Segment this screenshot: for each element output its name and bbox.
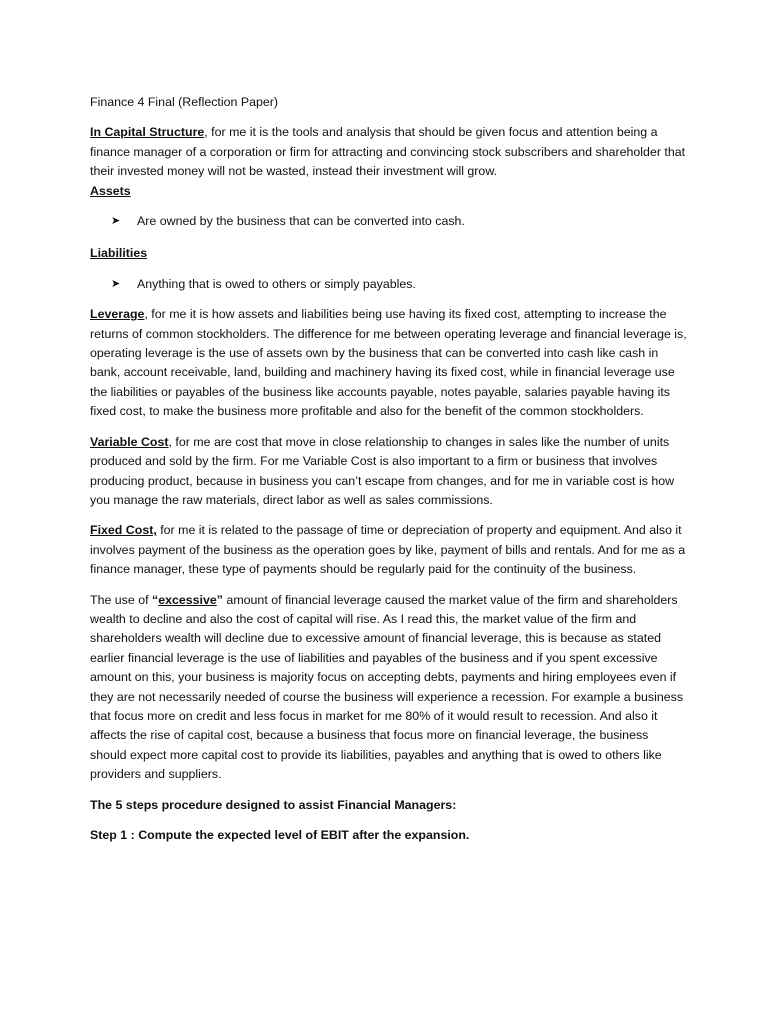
capital-structure-heading: In Capital Structure (90, 125, 205, 140)
excessive-text: amount of financial leverage caused the market value of the firm and shareholders wealth to decline and also the cost of capital will rise. As I read this, the market value of the firm and shareholders wealth will decline due to excessive amount of financial leverage, this is because as stated earlier financial leverage is the use of liabilities and payables of the business and if you spent excessive amount on this, your business is majority focus on accepting debts, payments and hiring employees even if they are not necessarily needed of course the business will experience a recession. For example a business that focus more on credit and less focus in market for me 80% of it would result to recession. And also it affects the rise of capital cost, because a business that focus more on financial leverage, the business should expect more capital cost to provide its liabilities, payables and anything that is owed to others like providers and suppliers. (90, 592, 684, 782)
excessive-word: excessive (158, 592, 217, 607)
fixed-cost-text: for me it is related to the passage of time or depreciation of property and equipment. And also it involves payment of the business as the operation goes by like, payment of bills and rentals. And for me as a finance manager, these type of payments should be regularly paid for the continuity of the business. (90, 523, 686, 577)
steps-intro: The 5 steps procedure designed to assist Financial Managers: (90, 797, 457, 812)
liabilities-heading: Liabilities (90, 246, 148, 261)
fixed-cost-paragraph (90, 521, 688, 579)
capital-structure-paragraph (90, 123, 688, 181)
arrow-bullet-icon: ➤ (111, 277, 121, 290)
assets-heading: Assets (90, 183, 131, 198)
excessive-quote-open: “ (152, 592, 159, 607)
excessive-paragraph (90, 591, 688, 785)
leverage-paragraph (90, 305, 688, 421)
variable-cost-heading: Variable Cost (90, 434, 169, 449)
arrow-bullet-icon: ➤ (111, 215, 121, 228)
liabilities-bullet (90, 275, 688, 294)
capital-structure-text: , for me it is the tools and analysis that should be given focus and attention being a finance manager of a corporation or firm for attracting and convincing stock subscribers and shareholder that their invested money will not be wasted, instead their investment will grow. (90, 125, 686, 179)
variable-cost-paragraph (90, 433, 688, 511)
leverage-heading: Leverage (90, 307, 145, 322)
doc-title: Finance 4 Final (Reflection Paper) (90, 95, 279, 109)
leverage-text: , for me it is how assets and liabilities being use having its fixed cost, attempting to increase the returns of common stockholders. The difference for me between operating leverage and financial leverage is, operating leverage is the use of assets own by the business that can be converted into cash like cash in bank, account receivable, land, building and machinery having its fixed cost, while in financial leverage use the liabilities or payables of the business like accounts payable, notes payable, salaries payable having its fixed cost, to make the business more profitable and also for the benefit of the common stockholders. (90, 307, 687, 419)
step-1: Step 1 : Compute the expected level of EBIT after the expansion. (90, 828, 470, 842)
assets-bullet (90, 212, 688, 231)
liabilities-bullet-text: Anything that is owed to others or simply payables. (137, 276, 416, 291)
excessive-pre: The use of (90, 592, 152, 607)
variable-cost-text: , for me are cost that move in close relationship to changes in sales like the number of units produced and sold by the firm. For me Variable Cost is also important to a firm or business that involves producing product, because in business you can’t escape from changes, and for me in variable cost is how you manage the raw materials, direct labor as well as sales commissions. (90, 434, 675, 507)
excessive-quote-close: ” (216, 592, 223, 607)
assets-bullet-text: Are owned by the business that can be converted into cash. (137, 214, 465, 229)
fixed-cost-heading: Fixed Cost, (90, 523, 157, 538)
